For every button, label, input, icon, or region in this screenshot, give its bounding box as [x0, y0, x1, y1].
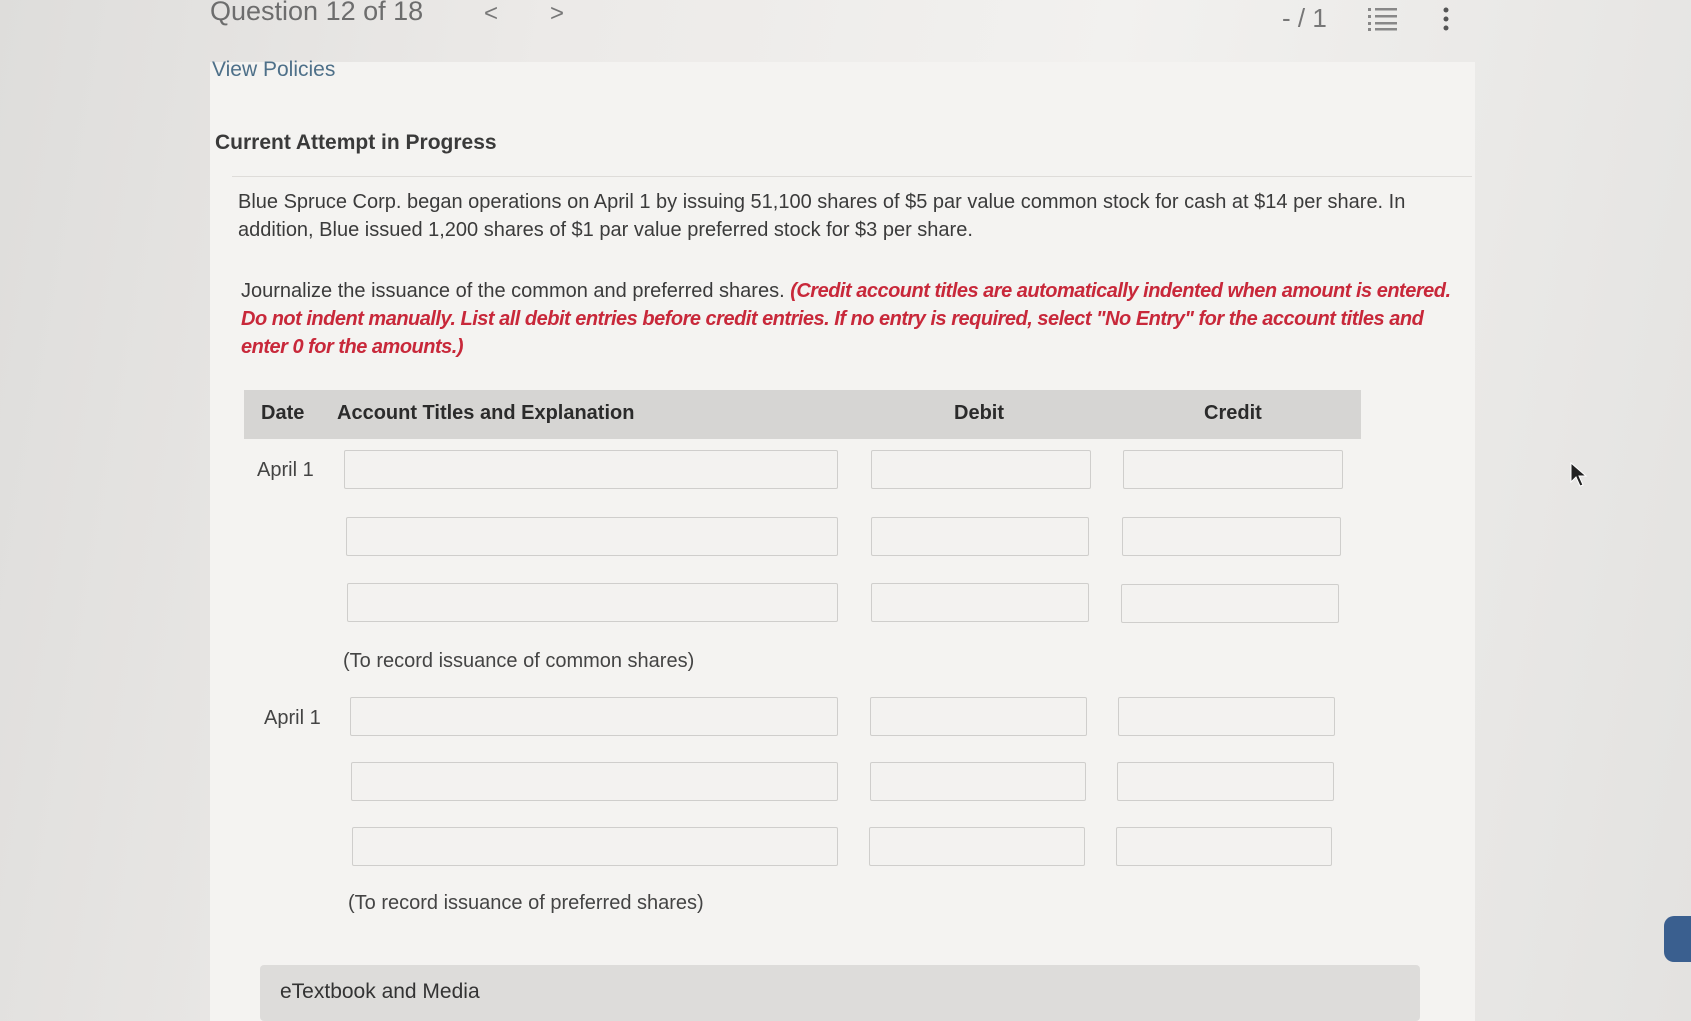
entry-date: April 1: [257, 459, 314, 481]
credit-input[interactable]: [1121, 584, 1339, 623]
divider: [232, 176, 1472, 177]
debit-input[interactable]: [870, 697, 1087, 736]
journal-table-header: [244, 390, 1361, 439]
credit-input[interactable]: [1122, 517, 1341, 556]
account-title-input[interactable]: [346, 517, 838, 556]
instruction-note: (Credit account titles are automatically indented when amount is entered. Do not indent manually. List all debit entries before credit entries. If no entry is required, select "No Entry" for the account titles and enter 0 for the amounts.): [241, 280, 1451, 358]
entry-memo: (To record issuance of preferred shares): [348, 892, 704, 914]
attempt-status: Current Attempt in Progress: [215, 131, 497, 154]
credit-input[interactable]: [1116, 827, 1332, 866]
credit-input[interactable]: [1117, 762, 1334, 801]
debit-input[interactable]: [871, 517, 1089, 556]
debit-input[interactable]: [870, 762, 1086, 801]
header-debit: Debit: [954, 402, 1004, 424]
account-title-input[interactable]: [347, 583, 838, 622]
debit-input[interactable]: [871, 450, 1091, 489]
instruction-text: Journalize the issuance of the common and preferred shares.: [241, 280, 791, 302]
view-policies-link[interactable]: View Policies: [212, 58, 336, 81]
credit-input[interactable]: [1118, 697, 1335, 736]
credit-input[interactable]: [1123, 450, 1343, 489]
score-display: - / 1: [1282, 3, 1327, 33]
header-credit: Credit: [1204, 402, 1262, 424]
entry-memo: (To record issuance of common shares): [343, 650, 695, 672]
chat-icon[interactable]: [1664, 916, 1691, 962]
question-title: Question 12 of 18: [210, 0, 424, 26]
instructions: [241, 277, 1451, 361]
previous-question-arrow[interactable]: <: [484, 0, 499, 27]
list-icon[interactable]: [1368, 6, 1398, 32]
account-title-input[interactable]: [344, 450, 838, 489]
etextbook-media-section[interactable]: [260, 965, 1420, 1021]
problem-text: Blue Spruce Corp. began operations on April 1 by issuing 51,100 shares of $5 par value common stock for cash at $14 per share. In addition, Blue issued 1,200 shares of $1 par value preferred stock for $3 per share.: [238, 191, 1406, 241]
top-bar: [0, 0, 1691, 45]
account-title-input[interactable]: [351, 762, 838, 801]
debit-input[interactable]: [869, 827, 1085, 866]
account-title-input[interactable]: [350, 697, 838, 736]
next-question-arrow[interactable]: >: [550, 0, 565, 27]
account-title-input[interactable]: [352, 827, 838, 866]
mouse-cursor-icon: [1570, 462, 1588, 488]
header-date: Date: [261, 402, 305, 424]
etextbook-label: eTextbook and Media: [280, 980, 480, 1003]
entry-date: April 1: [264, 707, 321, 729]
more-vertical-icon[interactable]: [1441, 6, 1451, 32]
header-account-titles: Account Titles and Explanation: [337, 402, 635, 424]
debit-input[interactable]: [871, 583, 1089, 622]
